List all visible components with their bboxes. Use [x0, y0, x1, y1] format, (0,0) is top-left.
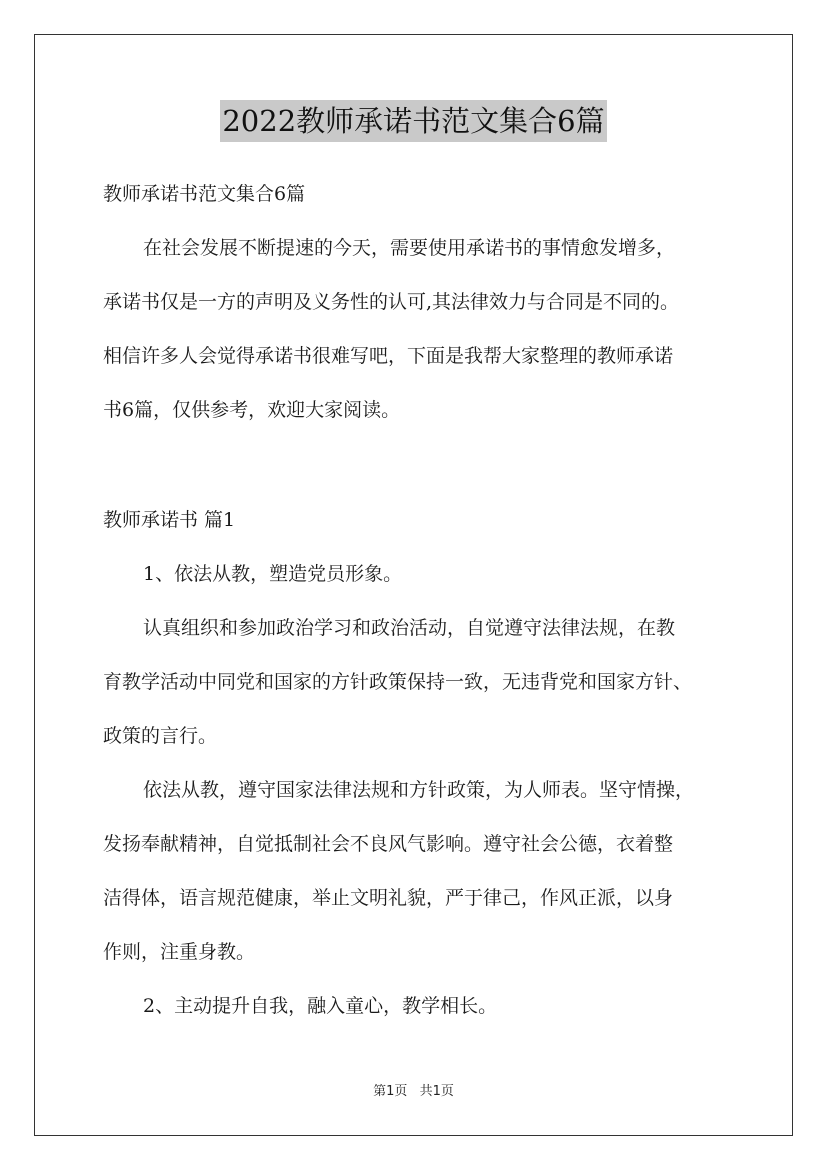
- para-1-line-3: 政策的言行。: [103, 725, 218, 747]
- title-container: [0, 100, 827, 142]
- intro-line-3: 相信许多人会觉得承诺书很难写吧，下面是我帮大家整理的教师承诺: [103, 345, 674, 367]
- intro-line-2: 承诺书仅是一方的声明及义务性的认可,其法律效力与合同是不同的。: [103, 291, 680, 313]
- para-1-line-1: 认真组织和参加政治学习和政治活动，自觉遵守法律法规，在教: [143, 617, 676, 639]
- item-2-heading: 2、主动提升自我，融入童心，教学相长。: [143, 995, 498, 1017]
- intro-line-1: 在社会发展不断提速的今天，需要使用承诺书的事情愈发增多，: [143, 237, 676, 259]
- para-2-line-4: 作则，注重身教。: [103, 941, 256, 963]
- intro-line-4: 书6篇，仅供参考，欢迎大家阅读。: [103, 399, 401, 421]
- para-2-line-2: 发扬奉献精神，自觉抵制社会不良风气影响。遵守社会公德，衣着整: [103, 833, 674, 855]
- page-total: 共1页: [419, 1084, 454, 1099]
- item-1-heading: 1、依法从教，塑造党员形象。: [143, 563, 403, 585]
- page-number: 第1页: [373, 1084, 408, 1099]
- para-2-line-3: 洁得体，语言规范健康，举止文明礼貌，严于律己，作风正派，以身: [103, 887, 674, 909]
- section-heading: 教师承诺书 篇1: [103, 509, 236, 531]
- para-1-line-2: 育教学活动中同党和国家的方针政策保持一致，无违背党和国家方针、: [103, 671, 693, 693]
- subtitle: 教师承诺书范文集合6篇: [103, 183, 306, 205]
- document-title: 2022教师承诺书范文集合6篇: [220, 100, 606, 142]
- para-2-line-1: 依法从教，遵守国家法律法规和方针政策，为人师表。坚守情操，: [143, 779, 695, 801]
- page-footer: [0, 1083, 827, 1101]
